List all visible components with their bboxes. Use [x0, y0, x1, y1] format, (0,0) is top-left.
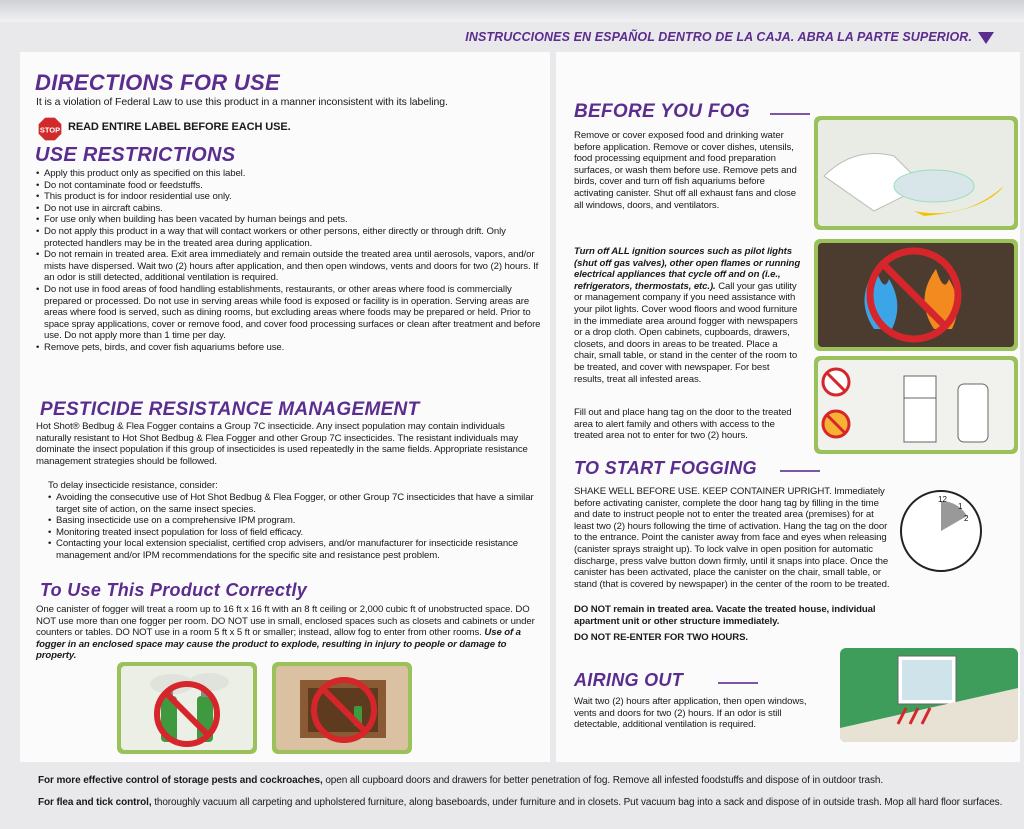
list-item: • Do not remain in treated area. Exit area immediately and remain outside the treated area until aerosols, vapors, and/or mists have dispersed. Wait two (2) hours after application, and then open windows, vents and doors for two (2) hours. If an odor is still detected, additional ventilation is required.: [36, 249, 541, 284]
restrictions-list: [36, 168, 541, 354]
do-not-remain-text: DO NOT remain in treated area. Vacate the treated house, individual apartment unit or other structure immediately.: [574, 604, 876, 627]
directions-title: DIRECTIONS FOR USE: [35, 70, 280, 95]
list-item: • For use only when building has been vacated by human beings and pets.: [36, 214, 541, 226]
list-item: • This product is for indoor residential use only.: [36, 191, 541, 203]
svg-text:12: 12: [938, 495, 947, 504]
stop-sign-icon: [37, 116, 63, 142]
federal-law-text: It is a violation of Federal Law to use this product in a manner inconsistent with its labeling.: [36, 96, 448, 108]
hang-tag-text: Fill out and place hang tag on the door to the treated area to alert family and others with access to the treated area not to enter for two (2) hours.: [574, 407, 792, 442]
resistance-intro: To delay insecticide resistance, consider:: [48, 480, 218, 491]
stop-sign-text: STOP: [39, 125, 61, 135]
list-item: • Contacting your local extension specialist, certified crop advisers, and/or manufacturer for insecticide resistance management and/or IPM recommendations for the specific site and resistance pest problem.: [36, 538, 541, 561]
cover-food-illustration: [814, 116, 1018, 230]
list-item: • Do not apply this product in a way that will contact workers or other persons, either directly or through drift. Only protected handlers may be in the treated area during application.: [36, 226, 541, 249]
start-fogging-title: TO START FOGGING: [574, 458, 757, 478]
title-rule: [770, 113, 810, 115]
resistance-title: PESTICIDE RESISTANCE MANAGEMENT: [40, 399, 420, 420]
svg-text:1: 1: [958, 502, 963, 511]
clock-icon: [898, 488, 984, 574]
before-you-fog-title: BEFORE YOU FOG: [574, 101, 750, 122]
box-top-edge: [0, 0, 1024, 22]
list-item: • Do not use in food areas of food handling establishments, restaurants, or other areas where food is commercially prepared or processed. Do not use in serving areas while food is exposed or facility is in operation. Serving areas are areas where food is served, such as dining rooms, but excluding areas where foods may be prepared or held. Prior to space spray applications, cover or remove food, and cover food processing surfaces or clean after treatment and before use. Do not apply more than 1 time per day.: [36, 284, 541, 342]
svg-text:2: 2: [964, 514, 969, 523]
resistance-list: [36, 492, 541, 562]
foggers-prohibited-illustration: [117, 662, 257, 754]
list-item: • Avoiding the consecutive use of Hot Shot Bedbug & Flea Fogger, or other Group 7C insecticides that have a similar target site of action, on the same insect species.: [36, 492, 541, 515]
storage-pests-note: For more effective control of storage pests and cockroaches, open all cupboard doors and drawers for better penetration of fog. Remove all infested foodstuffs and dispose of in outdoor trash.: [38, 775, 884, 786]
window-open-illustration: [840, 648, 1018, 742]
restrictions-title: USE RESTRICTIONS: [35, 144, 236, 166]
appliances-illustration: [814, 356, 1018, 454]
read-label-text: READ ENTIRE LABEL BEFORE EACH USE.: [68, 121, 291, 133]
correct-use-text: One canister of fogger will treat a room up to 16 ft x 16 ft with an 8 ft ceiling or 2,000 cubic ft of unobstructed space. DO NOT use more than one fogger per room. DO NOT use in small, enclosed spaces such as closets and cabinets or under counters or tables. DO NOT use in a room 5 ft x 5 ft or smaller; instead, allow fog to enter from other rooms. Use of a fogger in an enclosed space may cause the product to explode, resulting in injury to people or damage to property.: [36, 604, 535, 662]
triangle-down-icon: [978, 32, 994, 44]
flea-tick-note: For flea and tick control, thoroughly vacuum all carpeting and upholstered furniture, along baseboards, under furniture and in closets. Put vacuum bag into a sack and dispose of in outside trash. Mop all hard floor surfaces.: [38, 797, 1003, 808]
pilot-light-prohibited-illustration: [814, 239, 1018, 351]
list-item: • Do not use in aircraft cabins.: [36, 203, 541, 215]
list-item: • Do not contaminate food or feedstuffs.: [36, 180, 541, 192]
airing-out-text: Wait two (2) hours after application, then open windows, vents and doors for two (2) hours. If an odor is still detectable, additional ventilation is required.: [574, 696, 807, 731]
list-item: • Apply this product only as specified on this label.: [36, 168, 541, 180]
airing-out-title: AIRING OUT: [574, 670, 683, 690]
before-you-fog-text: Remove or cover exposed food and drinking water before application. Remove or cover dishes, utensils, food processing equipment and food preparation surfaces, or wash them before use. Remove pets and birds, cover and turn off fish aquariums before activating canister. Shut off all exhaust fans and close all windows, doors, and ventilators.: [574, 130, 797, 211]
ignition-text: Turn off ALL ignition sources such as pilot lights (shut off gas valves), other open flames or running electrical appliances that cycle off and on (i.e., refrigerators, thermostats, etc.). Call your gas utility or management company if you need assistance with your pilot lights. Cover wood floors and wood furniture in the immediate area around fogger with newspapers or a drop cloth. Open cabinets, cupboards, drawers, closets, and doors in areas to be treated. Place a chair, small table, or stand in the center of the room to be treated, and cover with newspaper. For best results, treat all infested areas.: [574, 246, 801, 385]
resistance-text: Hot Shot® Bedbug & Flea Fogger contains a Group 7C insecticide. Any insect population may contain individuals naturally resistant to Hot Shot Bedbug & Flea Fogger and other Group 7C insecticides. The resistant individuals may dominate the insect population if this group of insecticides is used repeatedly in the same fields. Appropriate resistance management strategies should be followed.: [36, 421, 528, 467]
closet-prohibited-illustration: [272, 662, 412, 754]
list-item: • Basing insecticide use on a comprehensive IPM program.: [36, 515, 541, 527]
title-rule: [780, 470, 820, 472]
spanish-notice: INSTRUCCIONES EN ESPAÑOL DENTRO DE LA CAJA. ABRA LA PARTE SUPERIOR.: [465, 30, 994, 44]
start-fogging-text: SHAKE WELL BEFORE USE. KEEP CONTAINER UPRIGHT. Immediately before activating canister, complete the door hang tag by filling in the time and date to instruct people not to enter the treated area (premises) for at least two (2) hours following the time of activation. Hang the tag on the door to the entrance. Point the canister away from face and eyes when releasing (canister sprays straight up). To lock valve in open position for automatic discharge, press valve button down firmly, until it snaps into place. Once the canister has been activated, place the canister on the chair, small table, or stand (that is covered by newspaper) in the center of the room to be treated.: [574, 486, 890, 590]
list-item: • Monitoring treated insect population for loss of field efficacy.: [36, 527, 541, 539]
do-not-reenter-text: DO NOT RE-ENTER FOR TWO HOURS.: [574, 632, 748, 643]
title-rule: [718, 682, 758, 684]
list-item: • Remove pets, birds, and cover fish aquariums before use.: [36, 342, 541, 354]
correct-use-title: To Use This Product Correctly: [40, 580, 308, 600]
